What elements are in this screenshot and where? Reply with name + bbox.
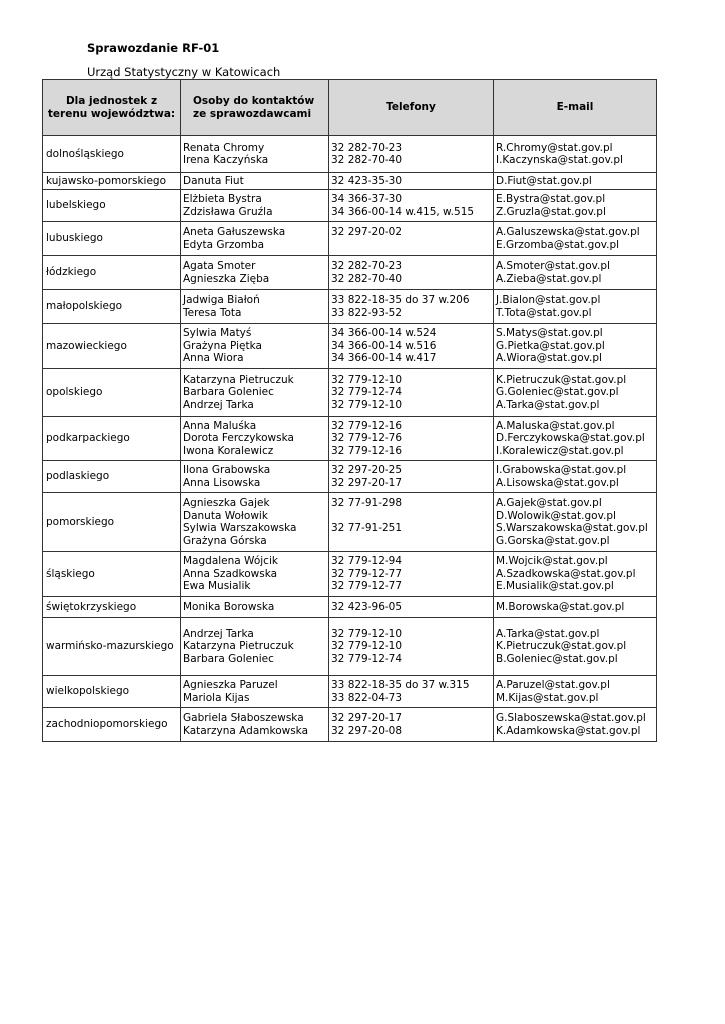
table-row: [43, 417, 657, 461]
person-name: Iwona Koralewicz: [183, 444, 274, 457]
table-row: [43, 173, 657, 190]
email-address: A.Tarka@stat.gov.pl: [496, 398, 600, 411]
column-header-persons: Osoby do kontaktów ze sprawozdawcami: [181, 80, 329, 136]
region-cell: warmińsko-mazurskiego: [43, 618, 181, 676]
persons-cell: [181, 290, 329, 324]
region-cell: opolskiego: [43, 369, 181, 417]
phone-number: 32 779-12-10: [331, 640, 403, 653]
phone-number: 32 779-12-94: [331, 555, 403, 568]
emails-cell: [494, 552, 657, 597]
phone-number: 32 779-12-10: [331, 627, 403, 640]
table-row: [43, 290, 657, 324]
person-name: Sylwia Warszakowska: [183, 522, 297, 534]
email-address: A.Wiora@stat.gov.pl: [496, 352, 602, 365]
region-cell: mazowieckiego: [43, 324, 181, 369]
phones-cell: [329, 708, 494, 742]
emails-cell: [494, 324, 657, 369]
phones-cell: [329, 190, 494, 222]
emails-cell: [494, 256, 657, 290]
persons-cell: [181, 461, 329, 493]
email-address: A.Paruzel@stat.gov.pl: [496, 679, 610, 691]
email-address: D.Wolowik@stat.gov.pl: [496, 509, 616, 522]
phone-number: 32 297-20-25: [331, 464, 403, 476]
region-cell: dolnośląskiego: [43, 136, 181, 173]
email-address: A.Gajek@stat.gov.pl: [496, 497, 602, 509]
phone-number: 32 77-91-251: [331, 522, 403, 534]
email-address: R.Chromy@stat.gov.pl: [496, 141, 613, 154]
phone-number: 32 779-12-74: [331, 652, 403, 665]
person-name: Aneta Gałuszewska: [183, 226, 286, 238]
table-row: [43, 324, 657, 369]
person-name: Agnieszka Zięba: [183, 272, 270, 285]
table-row: [43, 369, 657, 417]
empty-line: [331, 239, 491, 252]
phones-cell: [329, 222, 494, 256]
contacts-table: [42, 79, 657, 742]
person-name: Agnieszka Gajek: [183, 497, 270, 509]
person-name: Renata Chromy: [183, 141, 265, 154]
persons-cell: [181, 417, 329, 461]
phones-cell: [329, 290, 494, 324]
email-address: K.Pietruczuk@stat.gov.pl: [496, 640, 627, 653]
phone-number: 32 282-70-40: [331, 272, 403, 285]
email-address: I.Kaczynska@stat.gov.pl: [496, 154, 623, 166]
region-cell: podkarpackiego: [43, 417, 181, 461]
region-cell: łódzkiego: [43, 256, 181, 290]
phones-cell: [329, 676, 494, 708]
person-name: Ilona Grabowska: [183, 464, 271, 476]
phones-cell: [329, 324, 494, 369]
persons-cell: [181, 597, 329, 618]
table-row: [43, 461, 657, 493]
table-row: [43, 493, 657, 552]
person-name: Zdzisława Gruźla: [183, 205, 273, 218]
email-address: T.Tota@stat.gov.pl: [496, 306, 592, 319]
person-name: Barbara Goleniec: [183, 652, 274, 665]
persons-cell: [181, 324, 329, 369]
person-name: Danuta Fiut: [183, 174, 244, 187]
email-address: Z.Gruzla@stat.gov.pl: [496, 205, 606, 218]
email-address: G.Gorska@stat.gov.pl: [496, 534, 610, 547]
phone-number: 33 822-18-35 do 37 w.315: [331, 679, 470, 691]
phone-number: 32 779-12-76: [331, 432, 403, 445]
email-address: A.Smoter@stat.gov.pl: [496, 260, 610, 272]
region-cell: zachodniopomorskiego: [43, 708, 181, 742]
emails-cell: [494, 173, 657, 190]
person-name: Anna Lisowska: [183, 476, 261, 489]
table-row: [43, 676, 657, 708]
person-name: Sylwia Matyś: [183, 327, 252, 340]
person-name: Agnieszka Paruzel: [183, 679, 278, 691]
column-header-region: Dla jednostek z terenu województwa:: [43, 80, 181, 136]
region-cell: pomorskiego: [43, 493, 181, 552]
phone-number: 33 822-93-52: [331, 306, 403, 319]
table-header-row: [43, 80, 657, 136]
persons-cell: [181, 493, 329, 552]
email-address: I.Koralewicz@stat.gov.pl: [496, 444, 624, 457]
phone-number: 32 779-12-77: [331, 567, 403, 580]
email-address: G.Pietka@stat.gov.pl: [496, 339, 605, 352]
phone-number: 34 366-00-14 w.417: [331, 352, 437, 365]
region-cell: małopolskiego: [43, 290, 181, 324]
region-cell: wielkopolskiego: [43, 676, 181, 708]
emails-cell: [494, 417, 657, 461]
email-address: E.Bystra@stat.gov.pl: [496, 193, 606, 205]
table-row: [43, 618, 657, 676]
person-name: Irena Kaczyńska: [183, 154, 269, 166]
phone-number: 34 366-00-14 w.415, w.515: [331, 205, 475, 218]
emails-cell: [494, 493, 657, 552]
person-name: Katarzyna Pietruczuk: [183, 640, 294, 653]
emails-cell: [494, 190, 657, 222]
person-name: Agata Smoter: [183, 260, 256, 272]
person-name: Elżbieta Bystra: [183, 193, 262, 205]
person-name: Danuta Wołowik: [183, 509, 268, 522]
region-cell: świętokrzyskiego: [43, 597, 181, 618]
person-name: Anna Wiora: [183, 352, 244, 365]
emails-cell: [494, 290, 657, 324]
person-name: Katarzyna Pietruczuk: [183, 373, 294, 386]
phone-number: 32 77-91-298: [331, 497, 403, 509]
table-row: [43, 190, 657, 222]
email-address: E.Grzomba@stat.gov.pl: [496, 238, 620, 251]
emails-cell: [494, 676, 657, 708]
table-row: [43, 222, 657, 256]
table-row: [43, 552, 657, 597]
person-name: Magdalena Wójcik: [183, 555, 278, 568]
persons-cell: [181, 708, 329, 742]
table-row: [43, 597, 657, 618]
persons-cell: [181, 190, 329, 222]
persons-cell: [181, 173, 329, 190]
emails-cell: [494, 618, 657, 676]
phone-number: 32 779-12-16: [331, 419, 403, 432]
phones-cell: [329, 461, 494, 493]
person-name: Ewa Musialik: [183, 580, 251, 593]
person-name: Barbara Goleniec: [183, 386, 274, 399]
email-address: G.Goleniec@stat.gov.pl: [496, 386, 619, 399]
page-title: Sprawozdanie RF-01: [87, 41, 220, 55]
person-name: Mariola Kijas: [183, 691, 250, 704]
email-address: J.Bialon@stat.gov.pl: [496, 294, 601, 306]
email-address: A.Galuszewska@stat.gov.pl: [496, 226, 640, 238]
persons-cell: [181, 552, 329, 597]
person-name: Katarzyna Adamkowska: [183, 724, 309, 737]
phone-number: 32 423-96-05: [331, 600, 403, 613]
emails-cell: [494, 708, 657, 742]
emails-cell: [494, 136, 657, 173]
persons-cell: [181, 676, 329, 708]
email-address: K.Adamkowska@stat.gov.pl: [496, 724, 641, 737]
email-address: A.Szadkowska@stat.gov.pl: [496, 567, 636, 580]
table-row: [43, 256, 657, 290]
phone-number: 32 779-12-10: [331, 398, 403, 411]
region-cell: lubuskiego: [43, 222, 181, 256]
email-address: B.Goleniec@stat.gov.pl: [496, 652, 618, 665]
table-row: [43, 136, 657, 173]
person-name: Teresa Tota: [183, 306, 242, 319]
persons-cell: [181, 136, 329, 173]
phones-cell: [329, 173, 494, 190]
phones-cell: [329, 618, 494, 676]
person-name: Gabriela Słaboszewska: [183, 712, 304, 724]
empty-line: [331, 535, 491, 548]
person-name: Monika Borowska: [183, 600, 275, 613]
email-address: K.Pietruczuk@stat.gov.pl: [496, 373, 627, 386]
person-name: Andrzej Tarka: [183, 627, 254, 640]
email-address: M.Kijas@stat.gov.pl: [496, 691, 599, 704]
phone-number: 32 282-70-40: [331, 154, 403, 166]
phone-number: 33 822-04-73: [331, 691, 403, 704]
persons-cell: [181, 222, 329, 256]
phones-cell: [329, 493, 494, 552]
email-address: D.Ferczykowska@stat.gov.pl: [496, 432, 645, 445]
phone-number: 34 366-00-14 w.516: [331, 339, 437, 352]
phone-number: 32 297-20-17: [331, 476, 403, 489]
emails-cell: [494, 369, 657, 417]
phones-cell: [329, 417, 494, 461]
email-address: D.Fiut@stat.gov.pl: [496, 174, 592, 187]
phones-cell: [329, 369, 494, 417]
phone-number: 32 423-35-30: [331, 174, 403, 187]
email-address: E.Musialik@stat.gov.pl: [496, 580, 614, 593]
phone-number: 34 366-37-30: [331, 193, 403, 205]
person-name: Jadwiga Białoń: [183, 294, 260, 306]
person-name: Dorota Ferczykowska: [183, 432, 294, 445]
column-header-phones: Telefony: [329, 80, 494, 136]
person-name: Grażyna Górska: [183, 534, 267, 547]
phones-cell: [329, 597, 494, 618]
phone-number: 32 282-70-23: [331, 260, 403, 272]
person-name: Andrzej Tarka: [183, 398, 254, 411]
email-address: A.Lisowska@stat.gov.pl: [496, 476, 619, 489]
person-name: Anna Maluśka: [183, 419, 257, 432]
person-name: Edyta Grzomba: [183, 238, 265, 251]
empty-line: [331, 510, 491, 523]
phone-number: 32 779-12-10: [331, 373, 403, 386]
persons-cell: [181, 369, 329, 417]
region-cell: lubelskiego: [43, 190, 181, 222]
email-address: M.Borowska@stat.gov.pl: [496, 600, 625, 613]
table-body: [43, 136, 657, 742]
region-cell: kujawsko-pomorskiego: [43, 173, 181, 190]
person-name: Anna Szadkowska: [183, 567, 278, 580]
phone-number: 32 282-70-23: [331, 141, 403, 154]
page-subtitle: Urząd Statystyczny w Katowicach: [87, 65, 281, 79]
region-cell: śląskiego: [43, 552, 181, 597]
person-name: Grażyna Piętka: [183, 339, 262, 352]
region-cell: podlaskiego: [43, 461, 181, 493]
persons-cell: [181, 618, 329, 676]
persons-cell: [181, 256, 329, 290]
phone-number: 32 779-12-77: [331, 580, 403, 593]
email-address: M.Wojcik@stat.gov.pl: [496, 555, 608, 568]
email-address: I.Grabowska@stat.gov.pl: [496, 464, 627, 476]
emails-cell: [494, 222, 657, 256]
phone-number: 32 297-20-17: [331, 712, 403, 724]
email-address: G.Slaboszewska@stat.gov.pl: [496, 712, 646, 724]
phone-number: 33 822-18-35 do 37 w.206: [331, 294, 470, 306]
phones-cell: [329, 136, 494, 173]
emails-cell: [494, 597, 657, 618]
phone-number: 32 779-12-74: [331, 386, 403, 399]
table-row: [43, 708, 657, 742]
email-address: A.Zieba@stat.gov.pl: [496, 272, 602, 285]
email-address: S.Warszakowska@stat.gov.pl: [496, 522, 648, 534]
email-address: S.Matys@stat.gov.pl: [496, 327, 603, 340]
phone-number: 32 297-20-02: [331, 226, 403, 238]
column-header-email: E-mail: [494, 80, 657, 136]
phones-cell: [329, 552, 494, 597]
email-address: A.Tarka@stat.gov.pl: [496, 627, 600, 640]
phone-number: 32 779-12-16: [331, 444, 403, 457]
emails-cell: [494, 461, 657, 493]
phones-cell: [329, 256, 494, 290]
phone-number: 34 366-00-14 w.524: [331, 327, 437, 340]
email-address: A.Maluska@stat.gov.pl: [496, 419, 615, 432]
phone-number: 32 297-20-08: [331, 724, 403, 737]
